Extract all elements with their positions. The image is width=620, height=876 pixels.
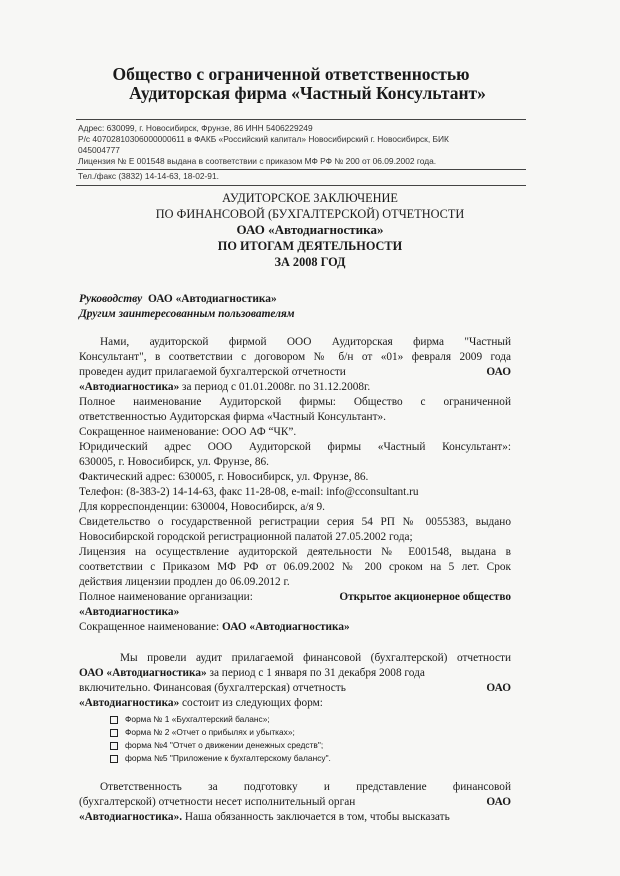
requisites-address: Адрес: 630099, г. Новосибирск, Фрунзе, 86 ИНН 5406229249 bbox=[78, 123, 313, 133]
responsibility-line2-text: (бухгалтерской) отчетности несет исполнительный орган bbox=[79, 796, 356, 808]
org-short-name-label: Сокращенное наименование: bbox=[79, 621, 222, 633]
org-short-name-line bbox=[79, 620, 511, 636]
audit-line1: Мы провели аудит прилагаемой финансовой (бухгалтерской) отчетности bbox=[120, 652, 511, 664]
org-full-name-line bbox=[79, 590, 511, 606]
audit-line2-company: ОАО «Автодиагностика» bbox=[79, 667, 207, 679]
addressee-label: Руководству bbox=[79, 293, 143, 305]
license-line2: соответствии с Приказом МФ РФ от 06.09.2002 № 200 сроком на 5 лет. Срок bbox=[79, 561, 511, 573]
responsibility-line3-company: «Автодиагностика». bbox=[79, 811, 183, 823]
license-line3: действия лицензии продлен до 06.09.2012 г. bbox=[79, 576, 290, 588]
intro-line4-company: «Автодиагностика» bbox=[79, 381, 180, 393]
report-title-company: ОАО «Автодиагностика» bbox=[236, 222, 384, 237]
intro-line4 bbox=[79, 380, 511, 396]
addressee-company: ОАО «Автодиагностика» bbox=[147, 293, 277, 305]
audit-line4 bbox=[79, 696, 511, 712]
phone-line: Телефон: (8-383-2) 14-14-63, факс 11-28-08, e-mail: info@cconsultant.ru bbox=[79, 486, 419, 498]
responsibility-line2-company: ОАО bbox=[486, 796, 511, 808]
intro-line2: Консультант", в соответствии с договором № б/н от «01» февраля 2009 года bbox=[79, 351, 511, 363]
audit-line3 bbox=[79, 681, 511, 697]
firm-name-line2: Аудиторская фирма «Частный Консультант» bbox=[129, 83, 486, 103]
actual-address-line: Фактический адрес: 630005, г. Новосибирск, ул. Фрунзе, 86. bbox=[79, 471, 369, 483]
checkbox-bullet-icon bbox=[110, 729, 118, 737]
responsibility-line3-text: Наша обязанность заключается в том, чтобы высказать bbox=[182, 811, 450, 823]
org-full-name-label: Полное наименование организации: bbox=[79, 591, 253, 603]
registration-line1: Свидетельство о государственной регистрации серия 54 РП № 0055383, выдано bbox=[79, 516, 511, 528]
full-name-line1: Полное наименование Аудиторской фирмы: Общество с ограниченной bbox=[79, 396, 511, 408]
license-line1: Лицензия на осуществление аудиторской деятельности № Е001548, выдана в bbox=[79, 546, 511, 558]
audit-line4-company: «Автодиагностика» bbox=[79, 697, 180, 709]
requisites-phone: Тел./факс (3832) 14-14-63, 18-02-91. bbox=[78, 171, 219, 181]
audit-line3-text: включительно. Финансовая (бухгалтерская) отчетность bbox=[79, 682, 346, 694]
report-title-line4: ПО ИТОГАМ ДЕЯТЕЛЬНОСТИ bbox=[217, 239, 403, 253]
addressee-other-users: Другим заинтересованным пользователям bbox=[79, 308, 295, 320]
header-divider-bottom bbox=[76, 185, 526, 186]
form-list-item: форма №5 "Приложение к бухгалтерскому балансу". bbox=[110, 753, 331, 765]
form-list-item: форма №4 "Отчет о движении денежных средств"; bbox=[110, 740, 323, 752]
legal-address-line2: 630005, г. Новосибирск, ул. Фрунзе, 86. bbox=[79, 456, 269, 468]
full-name-line2: ответственностью Аудиторская фирма «Частный Консультант». bbox=[79, 411, 386, 423]
org-short-name-value: ОАО «Автодиагностика» bbox=[222, 621, 350, 633]
audit-line2-period: за период с 1 января по 31 декабря 2008 года bbox=[206, 667, 425, 679]
intro-line4-period: за период с 01.01.2008г. по 31.12.2008г. bbox=[179, 381, 371, 393]
org-full-name-value2: «Автодиагностика» bbox=[79, 606, 180, 618]
report-title-line2: ПО ФИНАНСОВОЙ (БУХГАЛТЕРСКОЙ) ОТЧЕТНОСТИ bbox=[155, 207, 465, 221]
registration-line2: Новосибирской городской регистрационной палатой 27.05.2002 года; bbox=[79, 531, 413, 543]
responsibility-line3 bbox=[79, 810, 511, 826]
intro-line3-company: ОАО bbox=[486, 366, 511, 378]
report-title-year: ЗА 2008 ГОД bbox=[274, 255, 346, 269]
intro-line3-text: проведен аудит прилагаемой бухгалтерской отчетности bbox=[79, 366, 346, 378]
audit-line4-text: состоит из следующих форм: bbox=[179, 697, 323, 709]
audit-line3-company: ОАО bbox=[486, 682, 511, 694]
addressee-management bbox=[79, 292, 277, 307]
form-list-item: Форма № 2 «Отчет о прибылях и убытках»; bbox=[110, 727, 295, 739]
checkbox-bullet-icon bbox=[110, 742, 118, 750]
header-divider-mid bbox=[76, 169, 526, 170]
firm-name-line1: Общество с ограниченной ответственностью bbox=[112, 64, 470, 84]
mail-line: Для корреспонденции: 630004, Новосибирск, а/я 9. bbox=[79, 501, 326, 513]
intro-line3 bbox=[79, 365, 511, 381]
responsibility-line1: Ответственность за подготовку и представление финансовой bbox=[100, 781, 511, 793]
header-divider-top bbox=[76, 119, 526, 120]
report-title-line1: АУДИТОРСКОЕ ЗАКЛЮЧЕНИЕ bbox=[222, 191, 398, 205]
audit-line2 bbox=[79, 666, 511, 682]
responsibility-line2 bbox=[79, 795, 511, 811]
checkbox-bullet-icon bbox=[110, 755, 118, 763]
checkbox-bullet-icon bbox=[110, 716, 118, 724]
org-full-name-value: Открытое акционерное общество bbox=[339, 591, 511, 603]
requisites-license: Лицензия № Е 001548 выдана в соответствии с приказом МФ РФ № 200 от 06.09.2002 года. bbox=[78, 156, 437, 166]
requisites-account: Р/с 40702810306000000611 в ФАКБ «Российский капитал» Новосибирский г. Новосибирск, БИК bbox=[78, 134, 449, 144]
legal-address-line1: Юридический адрес ООО Аудиторской фирмы «Частный Консультант»: bbox=[79, 441, 511, 453]
intro-line1: Нами, аудиторской фирмой ООО Аудиторская фирма "Частный bbox=[100, 336, 511, 348]
form-list-item: Форма № 1 «Бухгалтерский баланс»; bbox=[110, 714, 270, 726]
short-name-line: Сокращенное наименование: ООО АФ “ЧК”. bbox=[79, 426, 297, 438]
requisites-bik: 045004777 bbox=[78, 145, 120, 155]
